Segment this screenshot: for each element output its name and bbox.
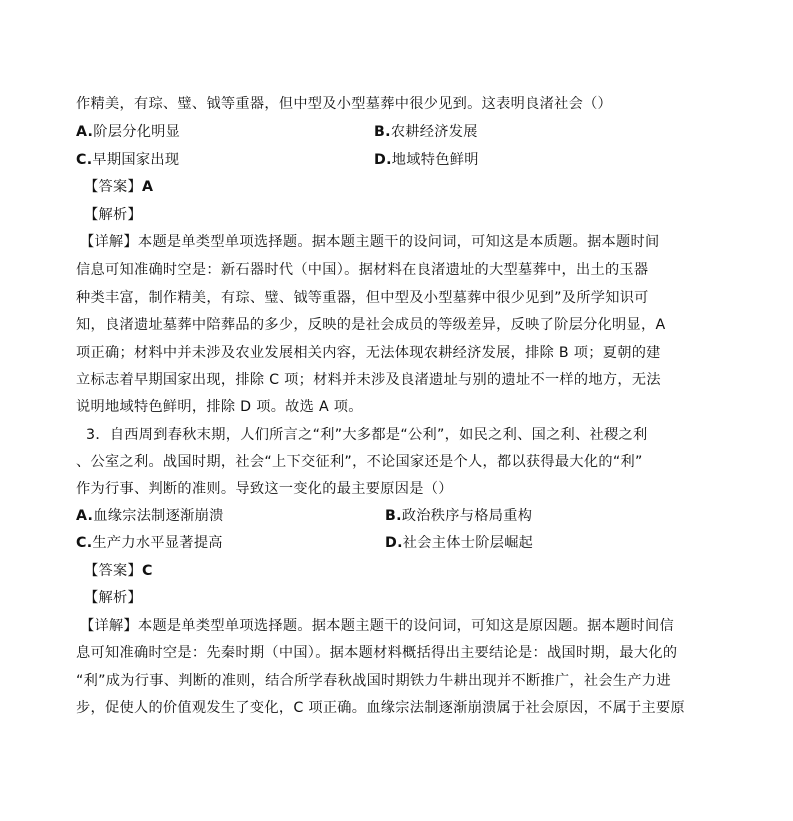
q3-option-a-letter: A. <box>76 508 94 524</box>
q3-stem-line-3: 作为行事、判断的准则。导致这一变化的最主要原因是（） <box>76 481 453 497</box>
q2-option-c[interactable] <box>76 150 179 170</box>
q2-option-b-letter: B. <box>374 124 391 140</box>
q2-option-b[interactable] <box>374 122 478 142</box>
q3-answer <box>84 561 684 581</box>
q3-option-d[interactable] <box>385 533 533 553</box>
q3-option-c[interactable] <box>76 533 223 553</box>
q2-analysis-label: 【解析】 <box>84 207 142 223</box>
q2-answer <box>84 177 684 197</box>
q3-analysis-label: 【解析】 <box>84 590 142 606</box>
q2-detail-line-6: 立标志着早期国家出现，排除 C 项；材料并未涉及良渚遗址与别的遗址不一样的地方，无法 <box>76 372 661 388</box>
q3-option-d-text: 社会主体士阶层崛起 <box>402 535 534 551</box>
q3-detail-line-1: 【详解】本题是单类型单项选择题。据本题主题干的设问词，可知这是原因题。据本题时间信 <box>80 618 674 634</box>
q2-option-a[interactable] <box>76 122 180 142</box>
q3-option-c-letter: C. <box>76 535 93 551</box>
q3-detail-line-3: “利”成为行事、判断的准则，结合所学春秋战国时期铁力牛耕出现并不断推广，社会生产力进 <box>76 673 671 689</box>
q2-option-b-text: 农耕经济发展 <box>390 124 478 140</box>
q3-option-a[interactable] <box>76 506 224 526</box>
q2-stem-tail: 作精美，有琮、璧、钺等重器，但中型及小型墓葬中很少见到。这表明良渚社会（） <box>76 96 613 112</box>
q3-answer-label: 【答案】 <box>84 563 142 579</box>
q2-option-d-letter: D. <box>374 152 392 168</box>
q2-answer-value: A <box>141 179 154 195</box>
q2-detail-line-7: 说明地域特色鲜明，排除 D 项。故选 A 项。 <box>76 399 363 415</box>
q3-detail-line-4: 步，促使人的价值观发生了变化，C 项正确。血缘宗法制逐渐崩溃属于社会原因，不属于主要原 <box>76 700 686 716</box>
q2-detail-line-1: 【详解】本题是单类型单项选择题。据本题主题干的设问词，可知这是本质题。据本题时间 <box>80 234 660 250</box>
q3-stem-line-2: 、公室之利。战国时期，社会“上下交征利”，不论国家还是个人，都以获得最大化的“利” <box>76 454 643 470</box>
q2-detail-line-4: 知，良渚遗址墓葬中陪葬品的多少，反映的是社会成员的等级差异，反映了阶层分化明显，A <box>76 317 666 333</box>
q3-stem-line-1: 3．自西周到春秋末期，人们所言之“利”大多都是“公利”，如民之利、国之利、社稷之利 <box>86 427 648 443</box>
q3-option-b[interactable] <box>385 506 532 526</box>
q2-detail-line-3: 种类丰富，制作精美，有琮、璧、钺等重器，但中型及小型墓葬中很少见到”及所学知识可 <box>76 290 649 306</box>
q2-answer-label: 【答案】 <box>84 179 142 195</box>
q3-detail-line-2: 息可知准确时空是：先秦时期（中国）。据本题材料概括得出主要结论是：战国时期，最大化的 <box>76 645 678 661</box>
q2-detail-line-2: 信息可知准确时空是：新石器时代（中国）。据材料在良渚遗址的大型墓葬中，出土的玉器 <box>76 262 649 278</box>
q2-option-a-text: 阶层分化明显 <box>93 124 181 140</box>
q2-option-c-text: 早期国家出现 <box>92 152 180 168</box>
q2-option-d[interactable] <box>374 150 479 170</box>
q3-option-d-letter: D. <box>385 535 403 551</box>
q2-option-c-letter: C. <box>76 152 93 168</box>
q3-option-a-text: 血缘宗法制逐渐崩溃 <box>93 508 224 524</box>
q3-answer-value: C <box>141 563 153 579</box>
q3-option-c-text: 生产力水平显著提高 <box>92 535 223 551</box>
q2-detail-line-5: 项正确；材料中并未涉及农业发展相关内容，无法体现农耕经济发展，排除 B 项；夏朝的建 <box>76 345 661 361</box>
q3-option-b-text: 政治秩序与格局重构 <box>401 508 533 524</box>
q2-option-d-text: 地域特色鲜明 <box>391 152 479 168</box>
q2-option-a-letter: A. <box>76 124 94 140</box>
q3-option-b-letter: B. <box>385 508 402 524</box>
